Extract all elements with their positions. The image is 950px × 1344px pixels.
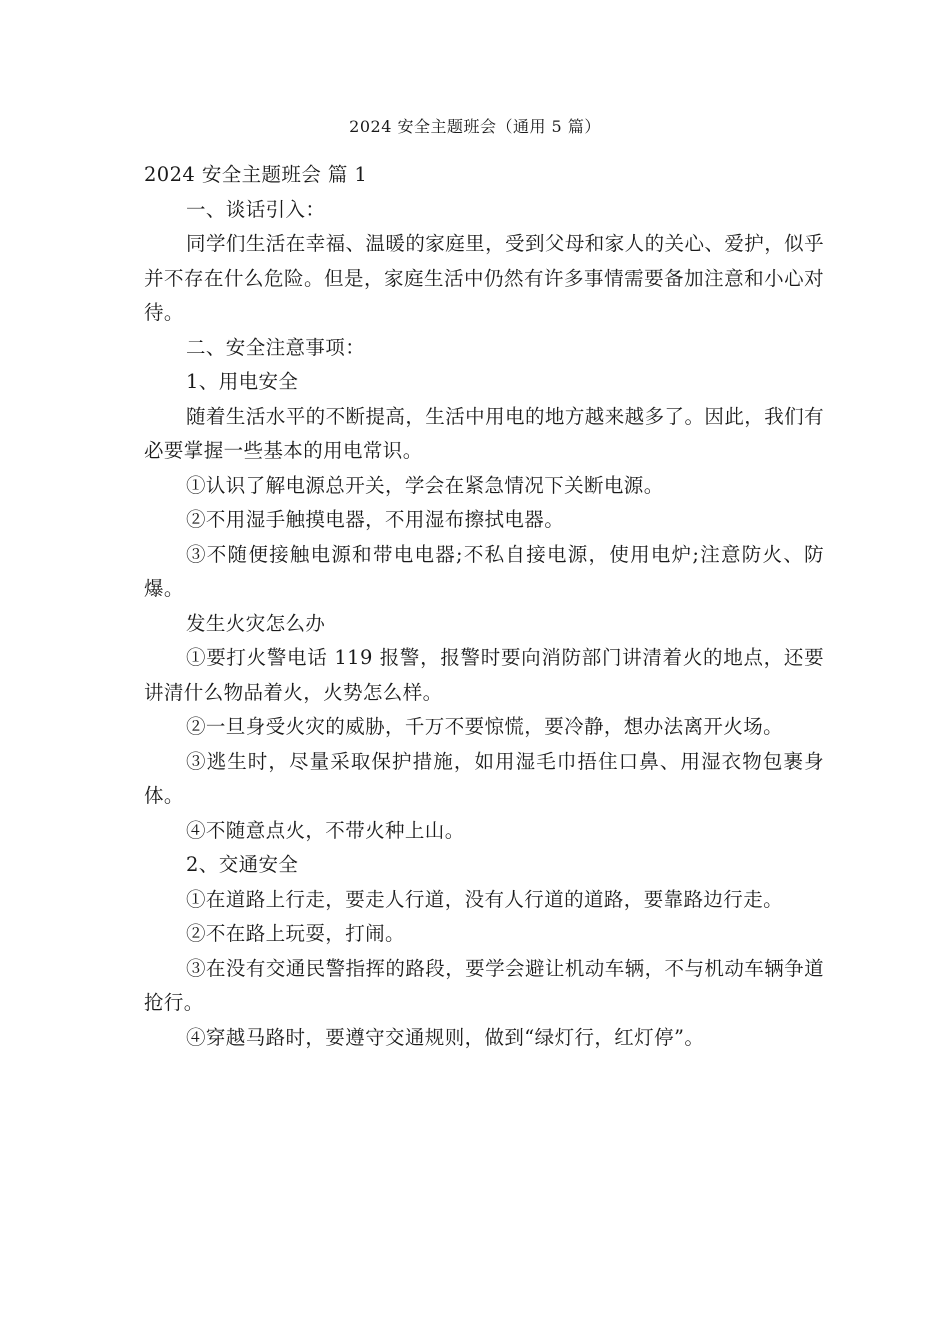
paragraph: ①在道路上行走，要走人行道，没有人行道的道路，要靠路边行走。 [186,887,784,911]
paragraph: 发生火灾怎么办 [186,611,326,635]
paragraph: ②不在路上玩耍，打闹。 [186,922,405,945]
section-heading: 2024 安全主题班会 篇 1 [144,163,368,186]
paragraph: ②不用湿手触摸电器，不用湿布擦拭电器。 [186,508,565,531]
paragraph: 2、交通安全 [186,853,299,876]
paragraph: ②一旦身受火灾的威胁，千万不要惊慌，要冷静，想办法离开火场。 [186,715,784,738]
paragraph: ④不随意点火，不带火种上山。 [186,818,465,842]
paragraph: ③逃生时，尽量采取保护措施，如用湿毛巾捂住口鼻、用湿衣物包裹身体。 [144,749,824,807]
paragraph: ③不随便接触电源和带电电器;不私自接电源，使用电炉;注意防火、防爆。 [144,542,824,600]
paragraph: 随着生活水平的不断提高，生活中用电的地方越来越多了。因此，我们有必要掌握一些基本的用电常识。 [144,404,824,462]
paragraph: ③在没有交通民警指挥的路段，要学会避让机动车辆，不与机动车辆争道抢行。 [144,956,824,1014]
paragraph: ④穿越马路时，要遵守交通规则，做到“绿灯行，红灯停”。 [186,1025,705,1049]
paragraph: 同学们生活在幸福、温暖的家庭里，受到父母和家人的关心、爱护，似乎并不存在什么危险。但是，家庭生活中仍然有许多事情需要备加注意和小心对待。 [144,232,824,324]
paragraph: 1、用电安全 [186,370,299,393]
document-title: 2024 安全主题班会（通用 5 篇） [349,117,601,136]
paragraph: ①要打火警电话 119 报警，报警时要向消防部门讲清着火的地点，还要讲清什么物品着火，火势怎么样。 [144,646,824,704]
paragraph: 二、安全注意事项： [186,335,366,359]
document-body [144,158,824,1055]
paragraph: 一、谈话引入： [186,197,326,221]
paragraph: ①认识了解电源总开关，学会在紧急情况下关断电源。 [186,473,664,497]
